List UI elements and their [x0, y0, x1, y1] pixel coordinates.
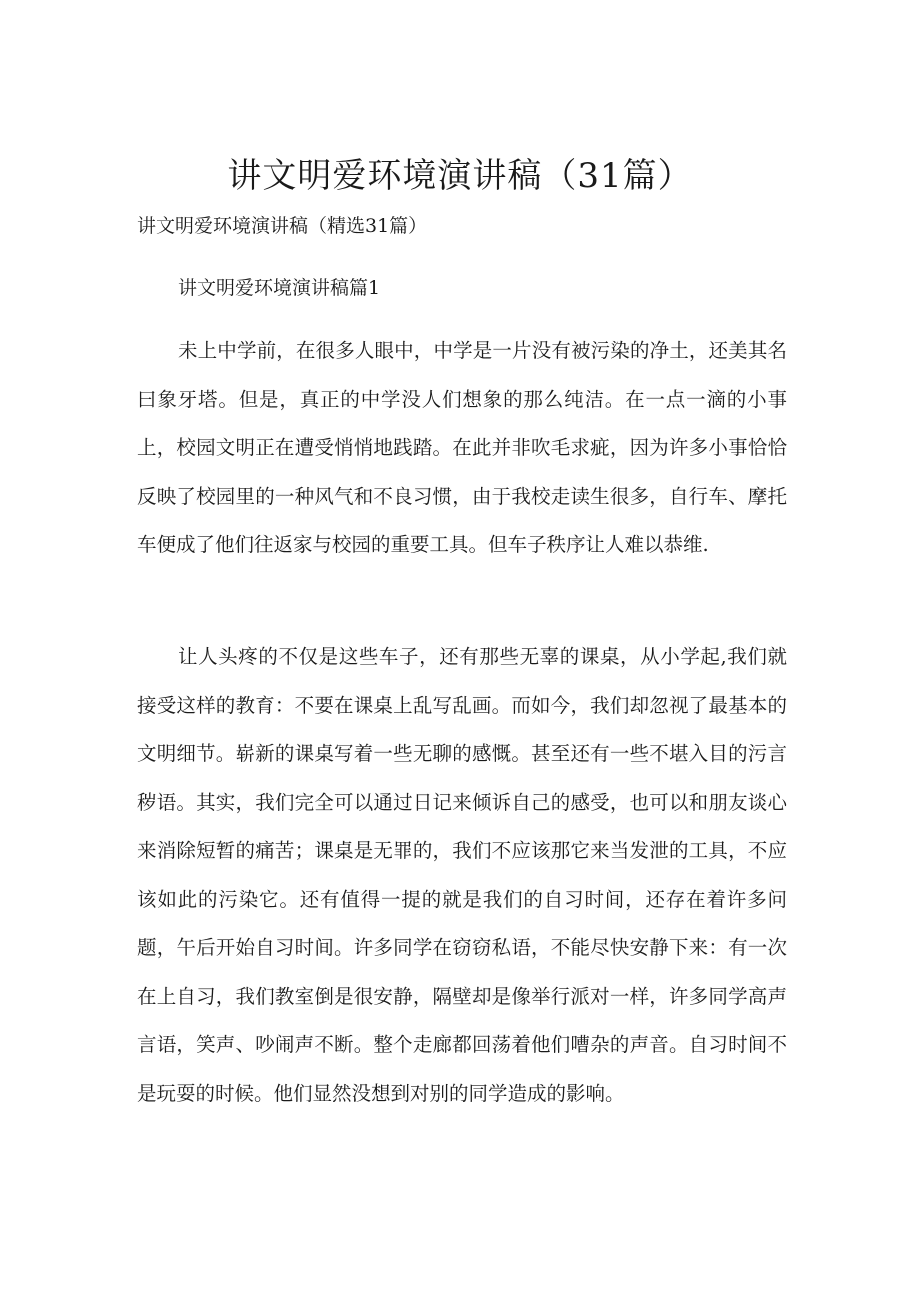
section-heading: 讲文明爱环境演讲稿篇1 — [178, 277, 381, 299]
body-paragraph: 未上中学前，在很多人眼中，中学是一片没有被污染的净土，还美其名曰象牙塔。但是，真正的中学没人们想象的那么纯洁。在一点一滴的小事上，校园文明正在遭受悄悄地践踏。在此并非吹毛求疵，因为许多小事恰恰反映了校园里的一种风气和不良习惯，由于我校走读生很多，自行车、摩托车便成了他们往返家与校园的重要工具。但车子秩序让人难以恭维. — [137, 339, 787, 556]
body-paragraph: 让人头疼的不仅是这些车子，还有那些无辜的课桌，从小学起,我们就接受这样的教育：不要在课桌上乱写乱画。而如今，我们却忽视了最基本的文明细节。崭新的课桌写着一些无聊的感慨。甚至还有一些不堪入目的污言秽语。其实，我们完全可以通过日记来倾诉自己的感受，也可以和朋友谈心来消除短暂的痛苦；课桌是无罪的，我们不应该那它来当发泄的工具，不应该如此的污染它。还有值得一提的就是我们的自习时间，还存在着许多问题，午后开始自习时间。许多同学在窃窃私语，不能尽快安静下来：有一次在上自习，我们教室倒是很安静，隔壁却是像举行派对一样，许多同学高声言语，笑声、吵闹声不断。整个走廊都回荡着他们嘈杂的声音。自习时间不是玩耍的时候。他们显然没想到对别的同学造成的影响。 — [137, 645, 787, 1105]
document-title: 讲文明爱环境演讲稿（31篇） — [227, 156, 693, 196]
document-subtitle: 讲文明爱环境演讲稿（精选31篇） — [137, 215, 428, 237]
